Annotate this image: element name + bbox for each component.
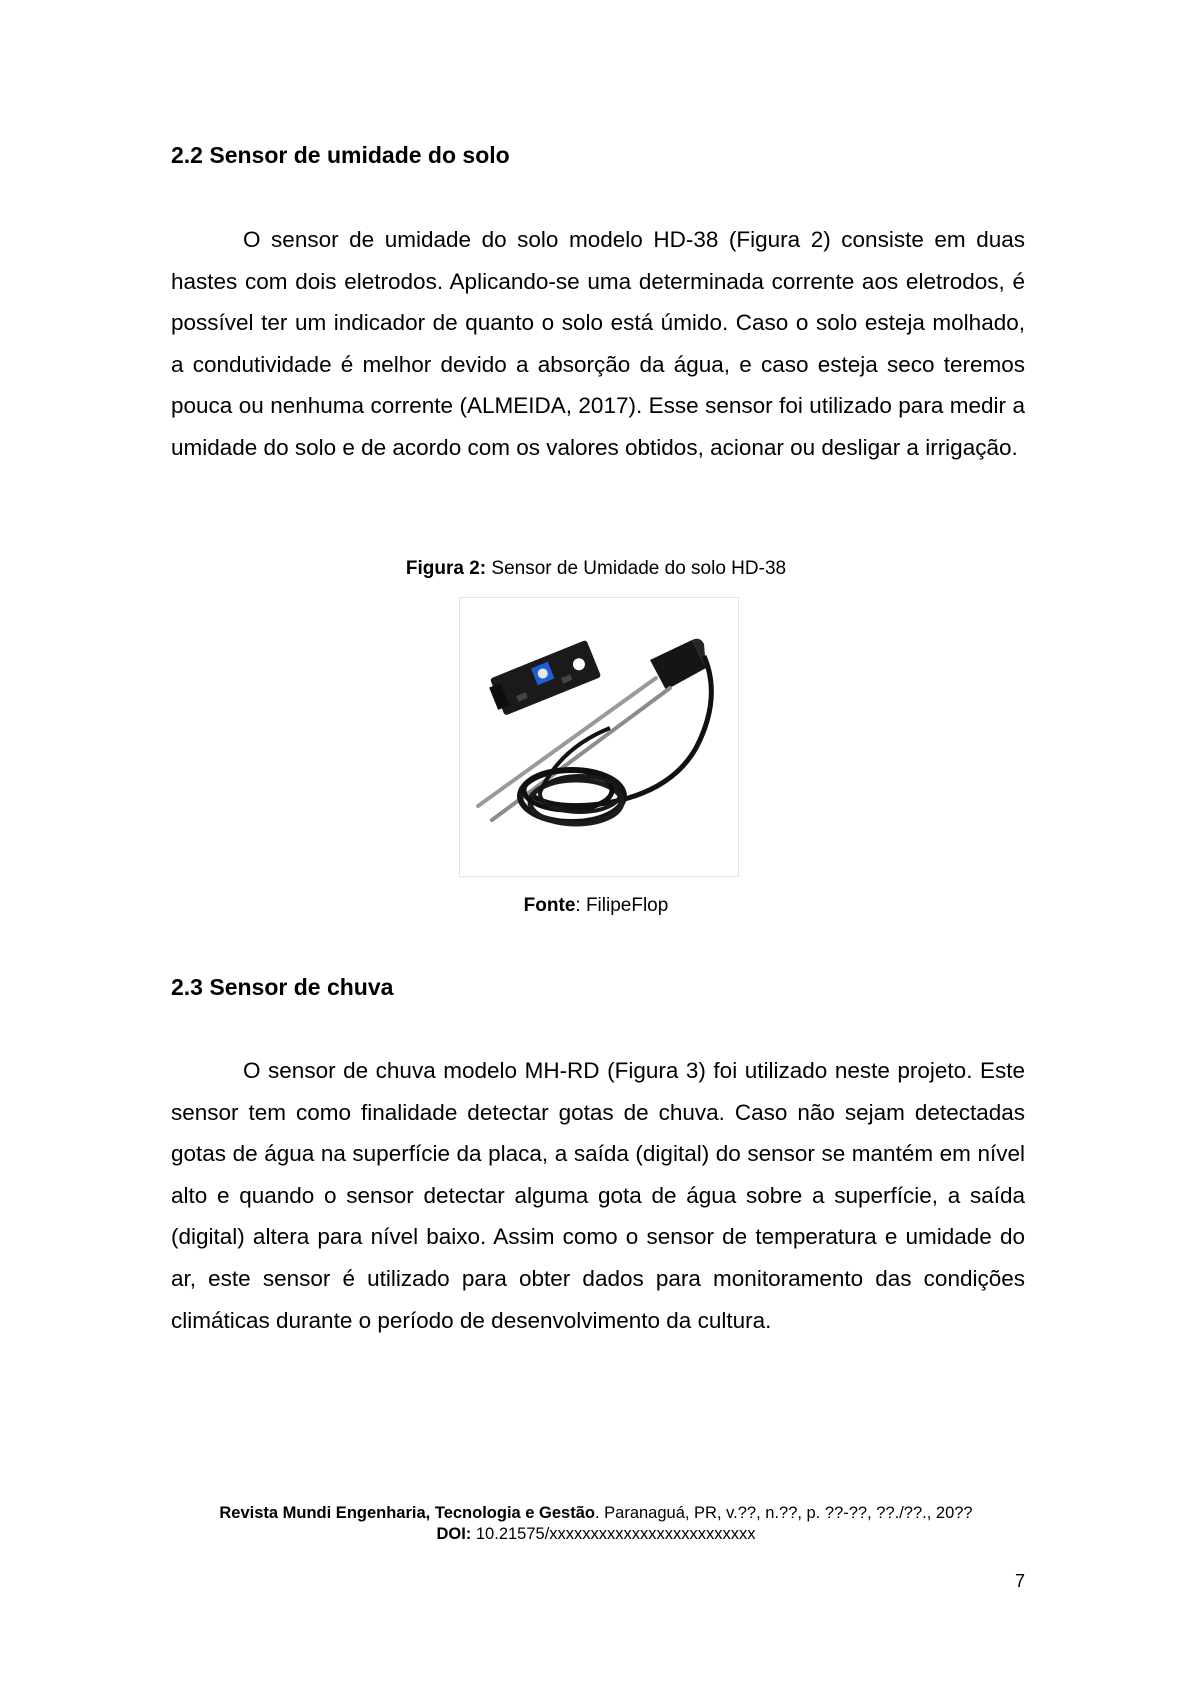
figure-source-label: Fonte (523, 895, 576, 916)
paragraph-soil-sensor (171, 219, 1025, 469)
footer-doi-label: DOI: (436, 1525, 472, 1543)
footer-citation (0, 1503, 1192, 1524)
footer-journal: Revista Mundi Engenharia, Tecnologia e Gestão (219, 1504, 595, 1522)
paragraph-soil-sensor-text: O sensor de umidade do solo modelo HD-38 (Figura 2) consiste em duas hastes com dois eletrodos. Aplicando-se uma determinada corrente aos eletrodos, é possível ter um indicador de quanto o solo está úmido. Caso o solo esteja molhado, a condutividade é melhor devido a absorção da água, e caso esteja seco teremos pouca ou nenhuma corrente (ALMEIDA, 2017). Esse sensor foi utilizado para medir a umidade do solo e de acordo com os valores obtidos, acionar ou desligar a irrigação. (171, 227, 1025, 460)
section-heading-2-3: 2.3 Sensor de chuva (171, 974, 394, 1000)
figure-caption-label: Figura 2: (405, 558, 487, 579)
paragraph-rain-sensor-text: O sensor de chuva modelo MH-RD (Figura 3) foi utilizado neste projeto. Este sensor tem como finalidade detectar gotas de chuva. Caso não sejam detectadas gotas de água na superfície da placa, a saída (digital) do sensor se mantém em nível alto e quando o sensor detectar alguma gota de água sobre a superfície, a saída (digital) altera para nível baixo. Assim como o sensor de temperatura e umidade do ar, este sensor é utilizado para obter dados para monitoramento das condições climáticas durante o período de desenvolvimento da cultura. (171, 1058, 1025, 1333)
footer-doi (0, 1524, 1192, 1545)
footer-citation-text: . Paranaguá, PR, v.??, n.??, p. ??-??, ??./??., 20?? (594, 1504, 973, 1522)
figure-caption (0, 557, 1192, 581)
figure-caption-text: Sensor de Umidade do solo HD-38 (486, 558, 787, 579)
page-number: 7 (1014, 1571, 1025, 1591)
figure-source-text: : FilipeFlop (575, 895, 669, 916)
section-heading-2-2: 2.2 Sensor de umidade do solo (171, 142, 510, 168)
figure-source (0, 894, 1192, 918)
figure-image (459, 597, 739, 877)
soil-moisture-sensor-photo-icon (460, 598, 738, 876)
footer-doi-value: 10.21575/xxxxxxxxxxxxxxxxxxxxxxxxx (471, 1525, 756, 1543)
paragraph-rain-sensor (171, 1050, 1025, 1341)
